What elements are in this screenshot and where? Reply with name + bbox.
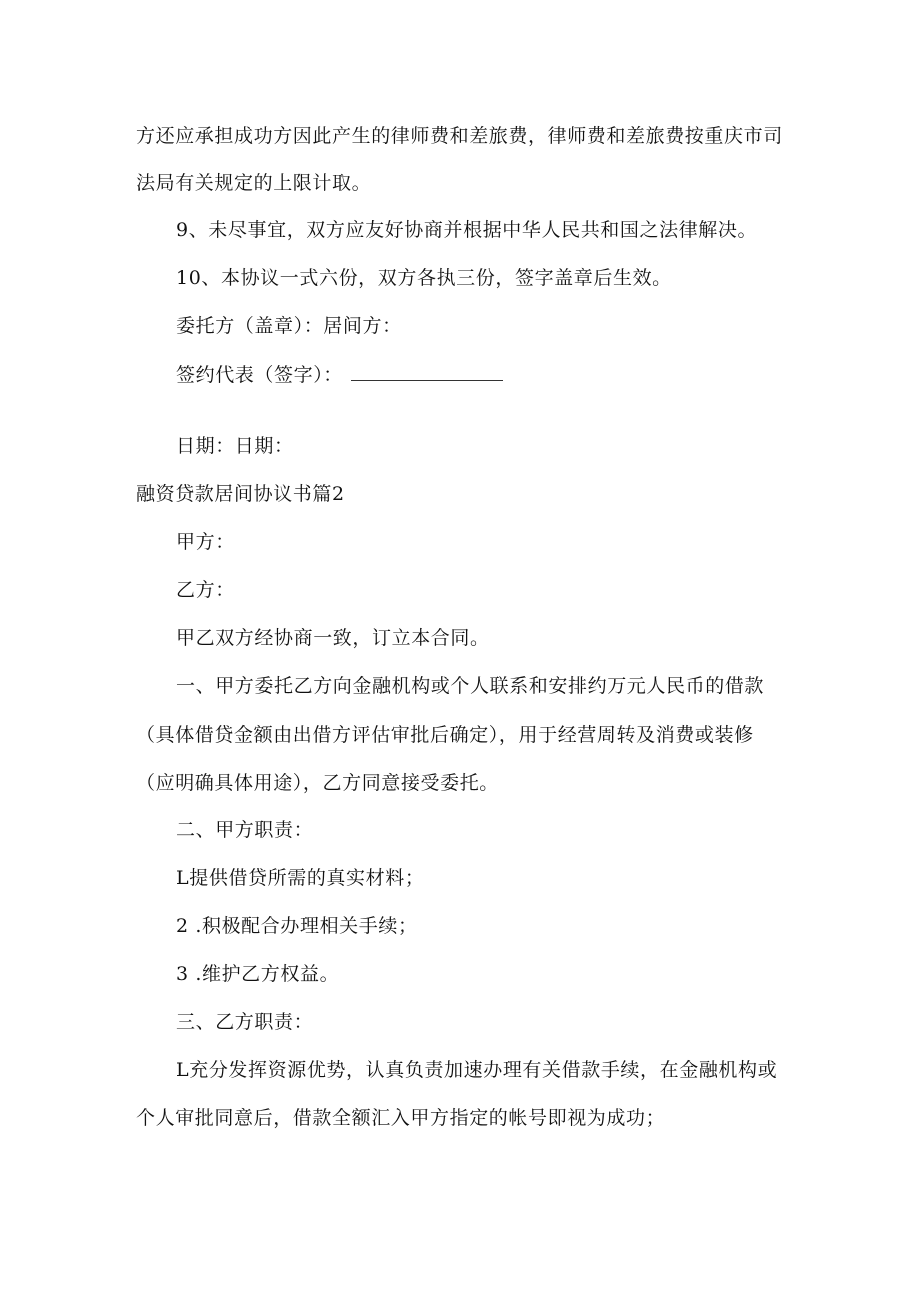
date-labels: 日期：日期： xyxy=(176,435,294,457)
party-b-label: 乙方： xyxy=(176,579,235,601)
signature-representative-label: 签约代表（签字）： xyxy=(176,364,343,386)
list-item: 3 .维护乙方权益。 xyxy=(176,963,340,985)
party-a-label: 甲方： xyxy=(176,531,235,553)
paragraph-line: 方还应承担成功方因此产生的律师费和差旅费，律师费和差旅费按重庆市司 xyxy=(136,125,783,147)
article-2-heading: 二、甲方职责： xyxy=(176,819,314,841)
article-1-line: 一、甲方委托乙方向金融机构或个人联系和安排约万元人民币的借款 xyxy=(176,675,765,697)
list-item: L提供借贷所需的真实材料； xyxy=(176,867,425,889)
article-1-line: （应明确具体用途），乙方同意接受委托。 xyxy=(136,772,499,794)
signature-representative xyxy=(176,362,806,387)
article-1-line: （具体借贷金额由出借方评估审批后确定），用于经营周转及消费或装修 xyxy=(136,724,754,746)
clause-9: 9、未尽事宜，双方应友好协商并根据中华人民共和国之法律解决。 xyxy=(176,219,758,241)
section-title: 融资贷款居间协议书篇2 xyxy=(136,483,345,505)
clause-10: 10、本协议一式六份，双方各执三份，签字盖章后生效。 xyxy=(176,267,672,289)
article-3-heading: 三、乙方职责： xyxy=(176,1011,314,1033)
signature-line xyxy=(351,362,503,381)
list-item: 2 .积极配合办理相关手续； xyxy=(176,915,418,937)
paragraph-line: 法局有关规定的上限计取。 xyxy=(136,172,372,194)
signature-party-labels: 委托方（盖章）：居间方： xyxy=(176,315,402,337)
list-item: L充分发挥资源优势，认真负责加速办理有关借款手续，在金融机构或 xyxy=(176,1059,778,1081)
agreement-intro: 甲乙双方经协商一致，订立本合同。 xyxy=(176,627,490,649)
list-item-continuation: 个人审批同意后，借款全额汇入甲方指定的帐号即视为成功； xyxy=(136,1107,666,1129)
